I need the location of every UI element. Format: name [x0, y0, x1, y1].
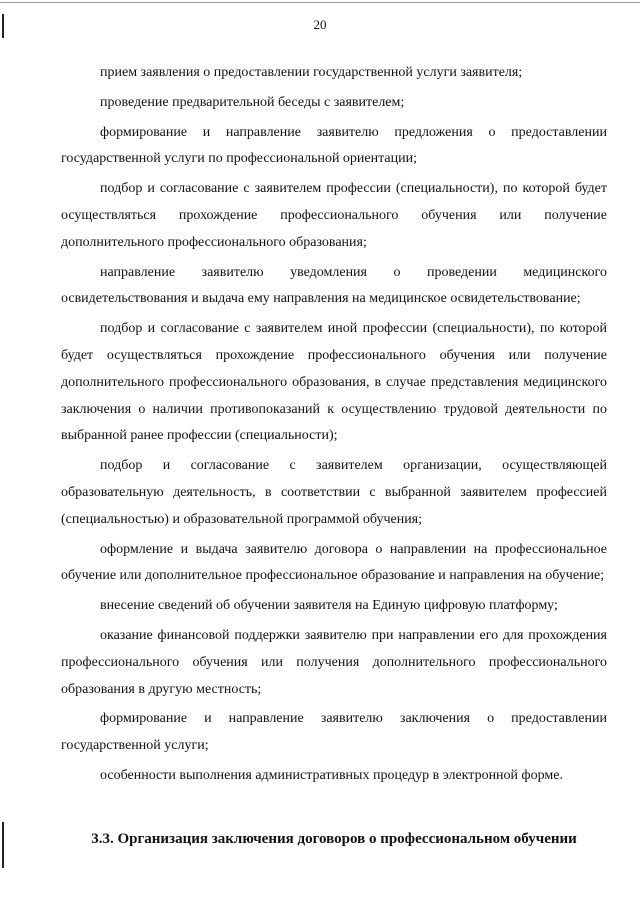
paragraph: прием заявления о предоставлении государственной услуги заявителя;	[100, 65, 523, 80]
paragraph: проведение предварительной беседы с заявителем;	[100, 94, 405, 110]
scan-top-edge	[0, 2, 640, 3]
paragraph: оформление и выдача заявителю договора о направлении на профессиональное обучение или дополнительное профессиональное образование и направления на обучение;	[61, 541, 607, 584]
page-number: 20	[313, 17, 327, 32]
paragraph: оказание финансовой поддержки заявителю при направлении его для прохождения профессионального обучения или получения дополнительного профессионального образования в другую местность;	[61, 627, 607, 697]
paragraph: формирование и направление заявителю заключения о предоставлении государственной услуги;	[61, 711, 607, 754]
paragraph: подбор и согласование с заявителем иной профессии (специальности), по которой будет осуществляться прохождение профессионального обучения или получение дополнительного профессионального образования, в случае представления медицинского заключения о наличии противопоказаний к осуществлению трудовой деятельности по выбранной ранее профессии (специальности);	[61, 321, 607, 444]
paragraph: внесение сведений об обучении заявителя на Единую цифровую платформу;	[100, 598, 558, 614]
paragraph: подбор и согласование с заявителем профессии (специальности), по которой будет осуществляться прохождение профессионального обучения или получение дополнительного профессионального образования;	[61, 181, 607, 250]
section-heading: 3.3. Организация заключения договоров о профессиональном обучении	[91, 831, 577, 847]
paragraph: формирование и направление заявителю предложения о предоставлении государственной услуги по профессиональной ориентации;	[61, 124, 607, 167]
paragraph: особенности выполнения административных процедур в электронной форме.	[100, 767, 563, 783]
document-body	[61, 60, 607, 793]
paragraph: подбор и согласование с заявителем организации, осуществляющей образовательную деятельность, в соответствии с выбранной заявителем профессией (специальностью) и образовательной программой обучения;	[61, 458, 607, 527]
paragraph: направление заявителю уведомления о проведении медицинского освидетельствования и выдача ему направления на медицинское освидетельствование;	[61, 264, 607, 307]
